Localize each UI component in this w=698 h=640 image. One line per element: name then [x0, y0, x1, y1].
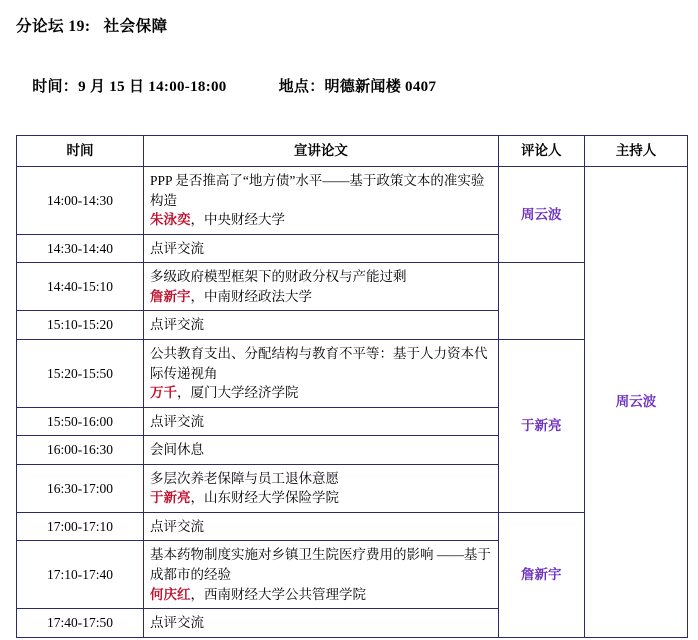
row-discussant: 詹新宇	[498, 512, 584, 637]
row-time: 14:00-14:30	[17, 167, 144, 235]
row-discussant: 于新亮	[498, 339, 584, 512]
row-time: 14:40-15:10	[17, 263, 144, 311]
table-header-row	[17, 136, 688, 167]
paper-author-line	[150, 488, 492, 508]
paper-title: 公共教育支出、分配结构与教育不平等：基于人力资本代际传递视角	[150, 345, 488, 381]
row-time: 14:30-14:40	[17, 234, 144, 263]
paper-title: 多级政府模型框架下的财政分权与产能过剩	[150, 269, 407, 285]
session-meta	[16, 58, 688, 113]
row-note: 点评交流	[144, 234, 499, 263]
paper-affiliation: ，厦门大学经济学院	[177, 385, 299, 401]
row-time: 15:10-15:20	[17, 311, 144, 340]
paper-affiliation: ，中南财经政法大学	[190, 288, 312, 304]
row-paper	[144, 167, 499, 235]
column-header-time: 时间	[17, 136, 144, 167]
row-paper	[144, 263, 499, 311]
paper-author-line	[150, 585, 492, 605]
paper-author: 詹新宇	[150, 288, 191, 304]
paper-title: 基本药物制度实施对乡镇卫生院医疗费用的影响 ——基于成都市的经验	[150, 547, 491, 582]
row-time: 17:10-17:40	[17, 541, 144, 609]
session-place: 地点：明德新闻楼 0407	[278, 79, 437, 95]
table-row	[17, 167, 688, 235]
paper-author: 万千	[150, 385, 177, 401]
row-note: 点评交流	[144, 407, 499, 436]
row-paper	[144, 541, 499, 609]
paper-author-line	[150, 210, 492, 230]
paper-author: 于新亮	[150, 490, 191, 506]
paper-affiliation: ，山东财经大学保险学院	[190, 490, 339, 506]
paper-affiliation: ，西南财经大学公共管理学院	[190, 586, 366, 602]
row-paper	[144, 464, 499, 512]
row-discussant	[498, 263, 584, 340]
paper-author: 何庆红	[150, 586, 191, 602]
row-discussant: 周云波	[498, 167, 584, 263]
session-chair: 周云波	[584, 167, 687, 638]
page-title: 分论坛 19: 社会保障	[16, 18, 168, 35]
row-note: 点评交流	[144, 512, 499, 541]
schedule-table	[16, 135, 688, 638]
row-note: 点评交流	[144, 311, 499, 340]
session-time: 时间：9 月 15 日 14:00-18:00	[32, 79, 227, 95]
row-time: 15:50-16:00	[17, 407, 144, 436]
column-header-discussant: 评论人	[498, 136, 584, 167]
row-time: 16:30-17:00	[17, 464, 144, 512]
row-paper	[144, 339, 499, 407]
row-time: 17:40-17:50	[17, 609, 144, 638]
row-note: 会间休息	[144, 436, 499, 465]
paper-author: 朱泳奕	[150, 212, 191, 228]
column-header-paper: 宣讲论文	[144, 136, 499, 167]
row-time: 17:00-17:10	[17, 512, 144, 541]
paper-affiliation: ，中央财经大学	[190, 212, 285, 228]
paper-author-line	[150, 287, 492, 307]
paper-author-line	[150, 383, 492, 403]
row-note: 点评交流	[144, 609, 499, 638]
paper-title: PPP 是否推高了“地方债”水平——基于政策文本的准实验构造	[150, 173, 485, 208]
row-time: 15:20-15:50	[17, 339, 144, 407]
paper-title: 多层次养老保障与员工退休意愿	[150, 470, 339, 486]
row-time: 16:00-16:30	[17, 436, 144, 465]
column-header-chair: 主持人	[584, 136, 687, 167]
